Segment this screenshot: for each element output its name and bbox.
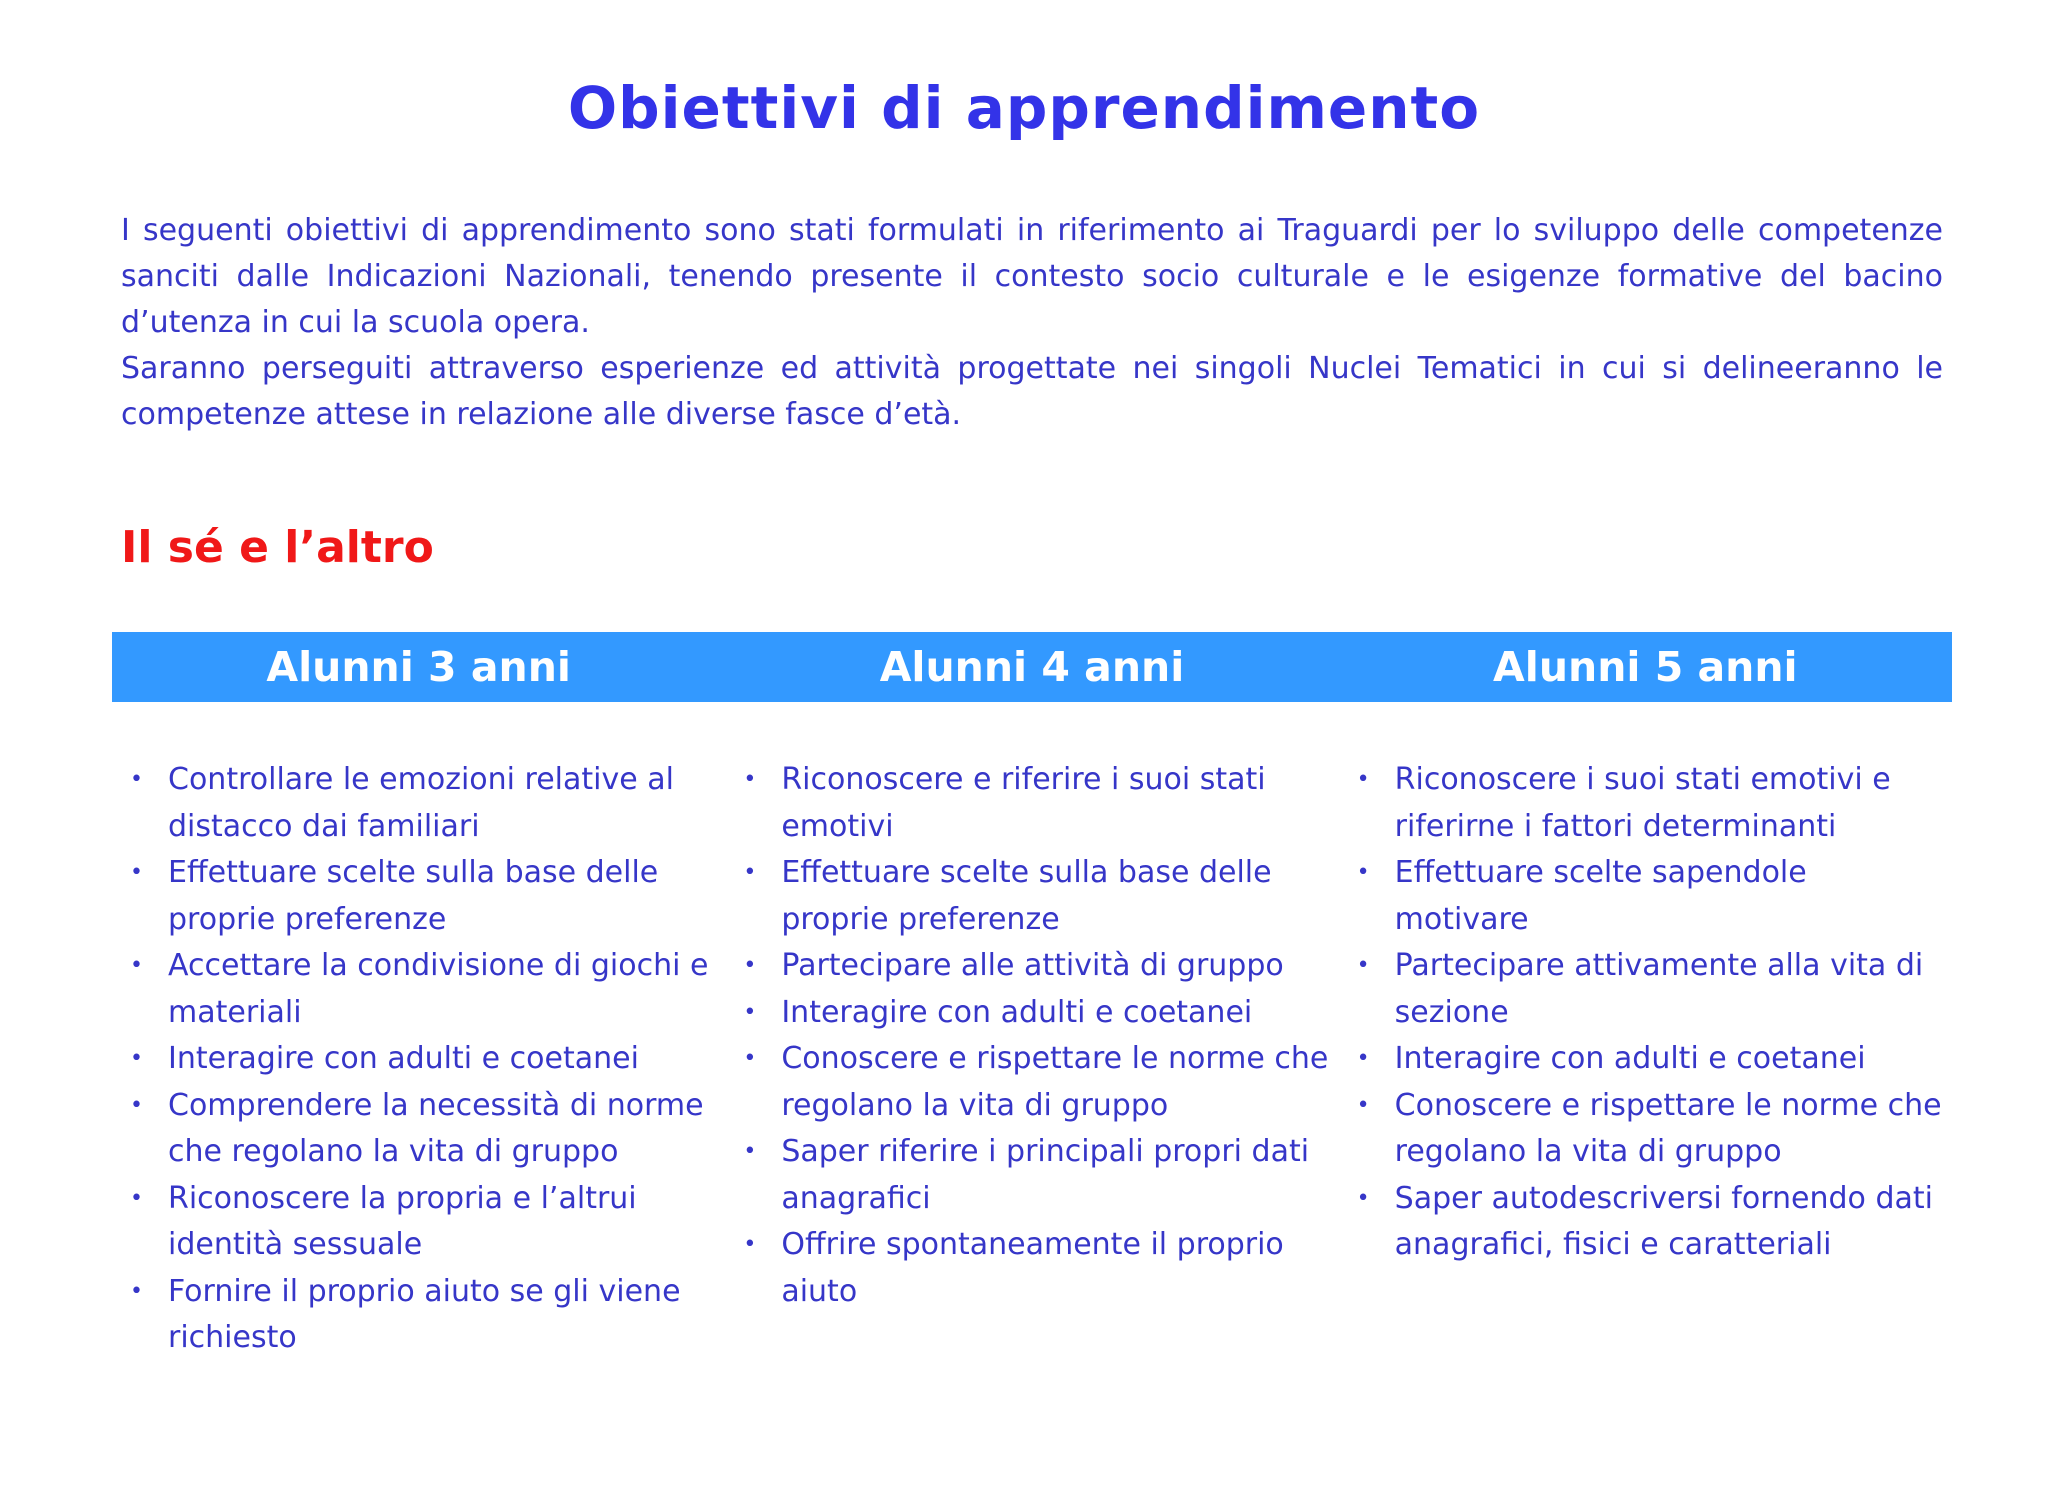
bullet-icon: • xyxy=(130,1092,143,1118)
list-item xyxy=(128,1176,725,1269)
column-4-anni xyxy=(725,757,1338,1362)
bullet-icon: • xyxy=(743,1046,757,1071)
list-item-text: Riconoscere e riferire i suoi stati emotivi xyxy=(781,762,1266,844)
list-item-text: Conoscere e rispettare le norme che regolano la vita di gruppo xyxy=(1394,1087,1942,1169)
list-item-text: Riconoscere la propria e l’altrui identità sessuale xyxy=(168,1180,637,1262)
list-item xyxy=(741,990,1338,1037)
list-item-text: Saper autodescriversi fornendo dati anagrafici, fisici e caratteriali xyxy=(1394,1180,1933,1262)
bullet-icon: • xyxy=(743,999,757,1025)
objectives-columns xyxy=(112,757,1952,1362)
list-item xyxy=(128,1083,725,1176)
list-item xyxy=(1355,850,1952,943)
bullet-icon: • xyxy=(130,1185,143,1211)
bullet-icon: • xyxy=(130,953,143,978)
table-header xyxy=(112,632,1952,702)
bullet-icon: • xyxy=(130,1046,143,1071)
bullet-icon: • xyxy=(1356,1046,1370,1071)
intro-paragraph: Saranno perseguiti attraverso esperienze ed attività progettate nei singoli Nuclei Tematici in cui si delineeranno le competenze attese in relazione alle diverse fasce d’età. xyxy=(121,351,1943,432)
list-item-text: Saper riferire i principali propri dati anagrafici xyxy=(781,1134,1310,1216)
list-item-text: Interagire con adulti e coetanei xyxy=(781,994,1253,1030)
list-item xyxy=(741,1129,1338,1222)
list-item xyxy=(128,1036,725,1083)
column-header-4-anni: Alunni 4 anni xyxy=(879,643,1185,691)
bullet-icon: • xyxy=(1356,860,1370,885)
list-item-text: Conoscere e rispettare le norme che regolano la vita di gruppo xyxy=(781,1041,1329,1123)
list-item xyxy=(128,1269,725,1362)
bullet-icon: • xyxy=(1356,1185,1370,1211)
bullet-icon: • xyxy=(130,1278,143,1304)
list-item xyxy=(741,757,1338,850)
list-item-text: Riconoscere i suoi stati emotivi e riferirne i fattori determinanti xyxy=(1394,762,1891,844)
list-item xyxy=(1355,1176,1952,1269)
bullet-icon: • xyxy=(1356,767,1370,792)
bullet-icon: • xyxy=(1356,953,1370,978)
page-title: Obiettivi di apprendimento xyxy=(567,74,1481,142)
intro-text xyxy=(121,208,1943,438)
list-item xyxy=(128,943,725,1036)
bullet-icon: • xyxy=(743,1232,757,1257)
list-item-text: Comprendere la necessità di norme che regolano la vita di gruppo xyxy=(168,1087,704,1169)
list-item xyxy=(1355,1036,1952,1083)
list-item xyxy=(128,850,725,943)
list-item-text: Interagire con adulti e coetanei xyxy=(168,1041,639,1076)
list-item-text: Partecipare alle attività di gruppo xyxy=(781,948,1284,983)
list-item xyxy=(128,757,725,850)
list-item-text: Fornire il proprio aiuto se gli viene richiesto xyxy=(168,1273,681,1355)
list-item-text: Interagire con adulti e coetanei xyxy=(1394,1041,1866,1076)
bullet-icon: • xyxy=(130,860,143,885)
objectives-list xyxy=(1355,757,1952,1269)
bullet-icon: • xyxy=(1356,1092,1370,1118)
bullet-icon: • xyxy=(130,767,143,792)
list-item-text: Controllare le emozioni relative al distacco dai familiari xyxy=(168,762,674,844)
objectives-list xyxy=(741,757,1338,1315)
intro-paragraph: I seguenti obiettivi di apprendimento sono stati formulati in riferimento ai Traguardi per lo sviluppo delle competenze sanciti dalle Indicazioni Nazionali, tenendo presente il contesto socio culturale e le esigenze formative del bacino d’utenza in cui la scuola opera. xyxy=(121,213,1943,340)
list-item-text: Effettuare scelte sapendole motivare xyxy=(1394,855,1807,937)
list-item xyxy=(741,850,1338,943)
column-header-3-anni: Alunni 3 anni xyxy=(266,643,571,691)
bullet-icon: • xyxy=(743,953,757,978)
list-item-text: Partecipare attivamente alla vita di sezione xyxy=(1394,948,1924,1030)
list-item xyxy=(741,943,1338,990)
list-item xyxy=(741,1222,1338,1315)
column-3-anni xyxy=(112,757,725,1362)
objectives-list xyxy=(128,757,725,1362)
column-5-anni xyxy=(1339,757,1952,1362)
column-header-5-anni: Alunni 5 anni xyxy=(1493,643,1798,691)
list-item xyxy=(1355,757,1952,850)
list-item-text: Effettuare scelte sulla base delle proprie preferenze xyxy=(781,855,1272,937)
bullet-icon: • xyxy=(743,767,757,792)
bullet-icon: • xyxy=(743,1139,757,1164)
list-item-text: Effettuare scelte sulla base delle proprie preferenze xyxy=(168,855,659,937)
list-item xyxy=(1355,943,1952,1036)
section-title: Il sé e l’altro xyxy=(121,522,434,573)
list-item xyxy=(1355,1083,1952,1176)
list-item xyxy=(741,1036,1338,1129)
list-item-text: Offrire spontaneamente il proprio aiuto xyxy=(781,1227,1284,1309)
list-item-text: Accettare la condivisione di giochi e materiali xyxy=(168,948,709,1030)
bullet-icon: • xyxy=(743,860,757,885)
